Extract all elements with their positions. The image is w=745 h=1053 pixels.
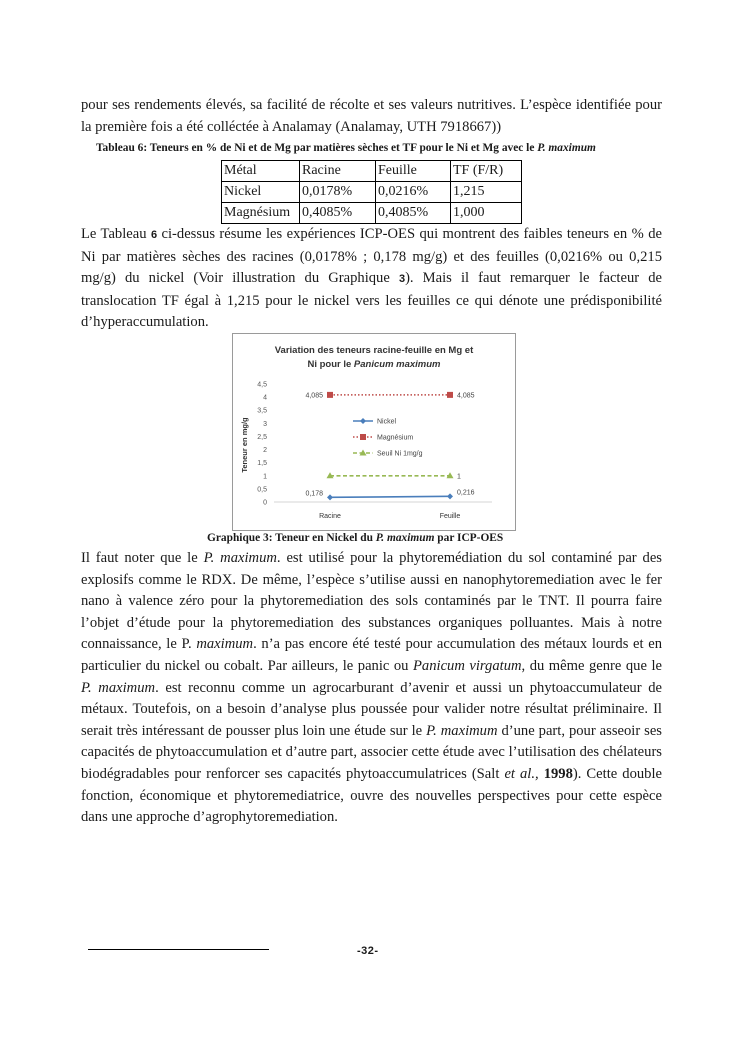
table-cell: 0,4085% xyxy=(376,203,451,224)
chart-title-line2: Ni pour le Panicum maximum xyxy=(307,359,441,370)
chart-series xyxy=(305,392,474,500)
y-tick-label: 2 xyxy=(263,447,267,455)
y-tick-label: 3,5 xyxy=(257,407,267,415)
x-tick-label: Racine xyxy=(319,513,341,520)
x-tick-labels xyxy=(319,513,460,520)
chart-title: Variation des teneurs racine-feuille en Mg et xyxy=(274,345,474,356)
line-chart xyxy=(233,334,515,530)
table-header-cell: Métal xyxy=(222,161,300,182)
data-label: 4,085 xyxy=(305,392,323,400)
table-cell: 1,215 xyxy=(451,182,522,203)
figure-caption: Graphique 3: Teneur en Nickel du P. maximum par ICP-OES xyxy=(207,532,504,544)
table-cell: 0,4085% xyxy=(300,203,376,224)
y-tick-label: 3 xyxy=(263,420,267,428)
table-header-cell: Racine xyxy=(300,161,376,182)
chart-frame xyxy=(232,333,516,531)
x-tick-label: Feuille xyxy=(439,513,461,520)
table-cell: 0,0178% xyxy=(300,182,376,203)
data-point xyxy=(447,493,453,499)
y-tick-labels xyxy=(257,382,267,507)
paragraph-table-commentary: Le Tableau 6 ci-dessus résume les expériences ICP-OES qui montrent des faibles teneurs en % de Ni par matières sèches des racines (0,0178% ; 0,178 mg/g) et des feuilles (0,0216% ou 0,215 mg/g) du nickel (Voir illustration du Graphique 3). Mais il faut remarquer le facteur de translocation TF égal à 1,215 pour le nickel vers les feuilles ce qui dénote une prédisponibilité d’hyperaccumulation. xyxy=(81,226,662,331)
data-table xyxy=(221,160,522,224)
table-cell: Magnésium xyxy=(222,203,300,224)
y-tick-label: 0 xyxy=(263,499,267,507)
table-row xyxy=(222,182,522,203)
data-label: 0,178 xyxy=(305,490,323,498)
legend-label: Nickel xyxy=(377,418,397,426)
y-tick-label: 1,5 xyxy=(257,460,267,468)
data-point xyxy=(327,494,333,500)
y-tick-label: 0,5 xyxy=(257,486,267,494)
legend-marker xyxy=(360,434,366,440)
table-header-cell: TF (F/R) xyxy=(451,161,522,182)
table-row xyxy=(222,203,522,224)
data-point xyxy=(447,392,453,398)
paragraph-discussion: Il faut noter que le P. maximum. est utilisé pour la phytoremédiation du sol contaminé par des explosifs comme le RDX. De même, l’espèce s’utilise aussi en nanophytoremediation avec le fer nano à valence zéro pour la phytoremediation des sols contaminés par le TNT. Il pourra faire l’objet d’étude pour la phytoremediation des substances organiques polluantes. Mais à notre connaissance, le P. maximum. n’a pas encore été testé pour accumulation des métaux lourds et en particulier du nickel ou cobalt. Par ailleurs, le panic ou Panicum virgatum, du même genre que le P. maximum. est reconnu comme un agrocarburant d’avenir et aussi un phytoaccumulateur de métaux. Toutefois, on a besoin d’analyse plus poussée pour valider notre résultat préliminaire. Il serait très intéressant de pousser plus loin une étude sur le P. maximum d’une part, pour asseoir ses capacités de phytoaccumulation et d’autre part, associer cette étude avec l’utilisation des chélateurs biodégradables pour renforcer ses capacités phytoaccumulatrices (Salt et al., 1998). Cette double fonction, économique et phytoremediatrice, ouvre des nouvelles perspectives pour cette espèce dans une approche d’agrophytoremediation. xyxy=(81,550,663,826)
chart-legend xyxy=(353,418,423,458)
paragraph-intro: pour ses rendements élevés, sa facilité de récolte et ses valeurs nutritives. L’espèce identifiée pour la première fois a été colléctée à Analamay (Analamay, UTH 7918667)) xyxy=(81,97,662,135)
y-tick-label: 4 xyxy=(263,394,267,402)
data-point xyxy=(327,392,333,398)
y-tick-label: 4,5 xyxy=(257,381,267,389)
footnote-separator xyxy=(88,949,269,950)
table-caption: Tableau 6: Teneurs en % de Ni et de Mg par matières sèches et TF pour le Ni et Mg avec le P. maximum xyxy=(96,142,596,154)
data-label: 0,216 xyxy=(457,489,475,497)
data-label: 1 xyxy=(457,473,461,481)
table-header-row xyxy=(222,161,522,182)
table-cell: Nickel xyxy=(222,182,300,203)
y-tick-label: 2,5 xyxy=(257,433,267,441)
legend-label: Seuil Ni 1mg/g xyxy=(377,450,423,458)
y-axis-label: Teneur en mg/g xyxy=(240,417,249,473)
table-cell: 0,0216% xyxy=(376,182,451,203)
page-number: -32- xyxy=(357,945,379,957)
table-header-cell: Feuille xyxy=(376,161,451,182)
legend-label: Magnésium xyxy=(377,434,414,442)
table-cell: 1,000 xyxy=(451,203,522,224)
series-line xyxy=(330,496,450,497)
legend-marker xyxy=(360,418,366,424)
y-tick-label: 1 xyxy=(263,473,267,481)
data-label: 4,085 xyxy=(457,392,475,400)
